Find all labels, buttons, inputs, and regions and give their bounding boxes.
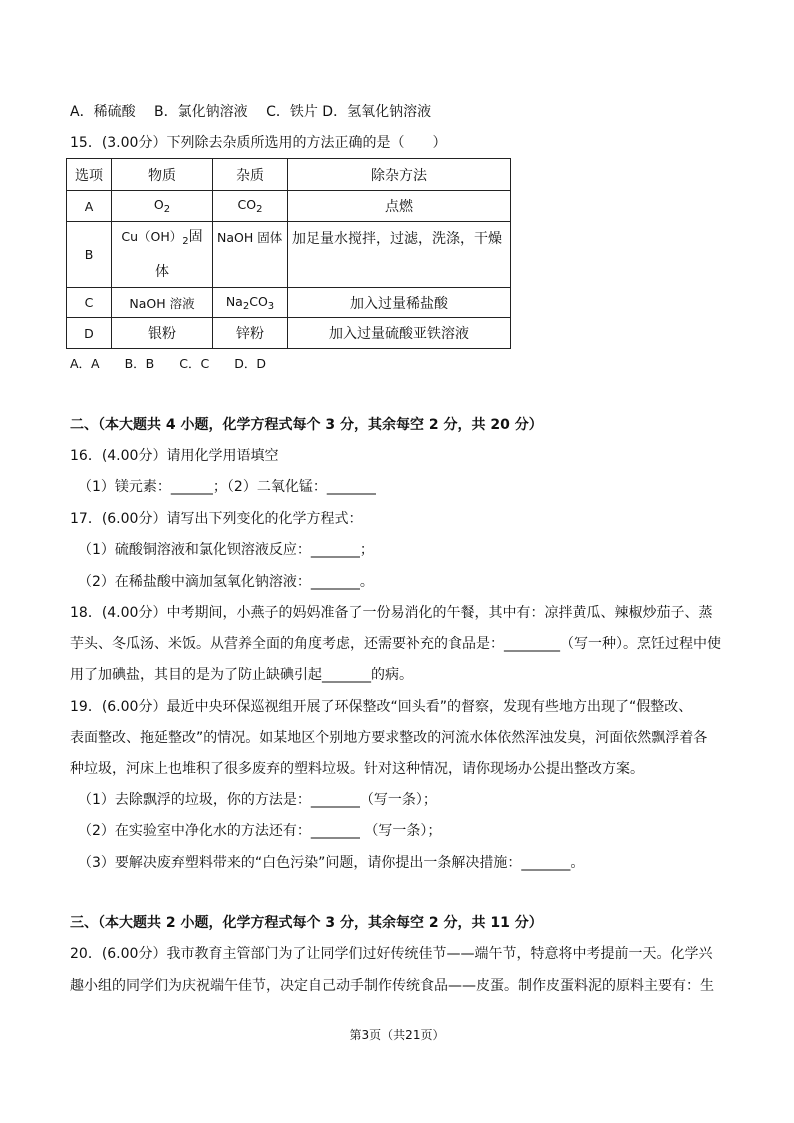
cell-substance: $O_2$ — [112, 191, 213, 222]
q17-stem: 17．(6.00分）请写出下列变化的化学方程式： — [70, 511, 363, 527]
cell-method: 加入过量硫酸亚铁溶液 — [288, 318, 511, 349]
cell-substance: $Cu(OH)_2$固 体 — [112, 222, 213, 288]
q15-stem: 15．(3.00分）下列除去杂质所选用的方法正确的是（ ） — [70, 135, 447, 151]
section2-heading: 二、（本大题共 4 小题，化学方程式每个 3 分，其余每空 2 分，共 20 分） — [70, 417, 543, 433]
q19-part1: （1）去除飘浮的垃圾，你的方法是：_______（写一条）； — [78, 792, 437, 808]
q19-line1: 19．(6.00分）最近中央环保巡视组开展了环保整改“回头看”的督察，发现有些地方出现了“假整改、 — [70, 699, 693, 715]
section3-heading: 三、（本大题共 2 小题，化学方程式每个 3 分，其余每空 2 分，共 11 分） — [70, 915, 543, 931]
q14-options: A．稀硫酸 B．氯化钠溶液 C．铁片 D．氢氧化钠溶液 — [70, 104, 432, 120]
cell-option: B — [67, 222, 112, 288]
cell-substance: 银粉 — [112, 318, 213, 349]
header-method: 除杂方法 — [288, 159, 511, 191]
header-substance: 物质 — [112, 159, 213, 191]
cell-option: C — [67, 288, 112, 318]
q17-part1: （1）硫酸铜溶液和氯化钡溶液反应：_______； — [78, 542, 374, 558]
q15-table — [66, 158, 511, 349]
cell-impurity: $CO_2$ — [213, 191, 288, 222]
q19-line3: 种垃圾，河床上也堆积了很多废弃的塑料垃圾。针对这种情况，请你现场办公提出整改方案。 — [70, 761, 644, 777]
cell-option: A — [67, 191, 112, 222]
cell-impurity: NaOH 固体 — [213, 222, 288, 288]
q18-line1: 18．(4.00分）中考期间，小燕子的妈妈准备了一份易消化的午餐，其中有：凉拌黄瓜、辣椒炒茄子、蒸 — [70, 605, 713, 621]
page-footer: 第3页（共21页） — [349, 1028, 445, 1042]
q17-part2: （2）在稀盐酸中滴加氢氧化钠溶液：_______。 — [78, 574, 374, 590]
q16-stem: 16．(4.00分）请用化学用语填空 — [70, 448, 279, 464]
q19-part3: （3）要解决废弃塑料带来的“白色污染”问题，请你提出一条解决措施：_______。 — [78, 855, 585, 871]
cell-impurity: 锌粉 — [213, 318, 288, 349]
q20-line2: 趣小组的同学们为庆祝端午佳节，决定自己动手制作传统食品——皮蛋。制作皮蛋料泥的原料主要有：生 — [70, 978, 714, 994]
q19-part2: （2）在实验室中净化水的方法还有：_______ （写一条）； — [78, 823, 442, 839]
cell-method: 加入过量稀盐酸 — [288, 288, 511, 318]
header-impurity: 杂质 — [213, 159, 288, 191]
q16-answers: （1）镁元素：______；（2）二氧化锰：_______ — [78, 479, 376, 495]
cell-impurity: $Na_2CO_3$ — [213, 288, 288, 318]
cell-option: D — [67, 318, 112, 349]
cell-method: 点燃 — [288, 191, 511, 222]
table-row — [67, 288, 511, 318]
table-row — [67, 222, 511, 288]
q18-line2: 芋头、冬瓜汤、米饭。从营养全面的角度考虑，还需要补充的食品是：________（写一种）。烹饪过程中使 — [70, 636, 721, 652]
header-option: 选项 — [67, 159, 112, 191]
table-row — [67, 191, 511, 222]
q18-line3: 用了加碘盐，其目的是为了防止缺碘引起_______的病。 — [70, 667, 413, 683]
q15-choices: A．A B．B C．C D．D — [70, 356, 266, 371]
q20-line1: 20．(6.00分）我市教育主管部门为了让同学们过好传统佳节——端午节，特意将中考提前一天。化学兴 — [70, 946, 713, 962]
q19-line2: 表面整改、拖延整改”的情况。如某地区个别地方要求整改的河流水体依然浑浊发臭，河面依然飘浮着各 — [70, 730, 708, 746]
cell-substance: NaOH 溶液 — [112, 288, 213, 318]
table-row — [67, 318, 511, 349]
cell-method: 加足量水搅拌，过滤，洗涤，干燥 — [288, 222, 511, 288]
